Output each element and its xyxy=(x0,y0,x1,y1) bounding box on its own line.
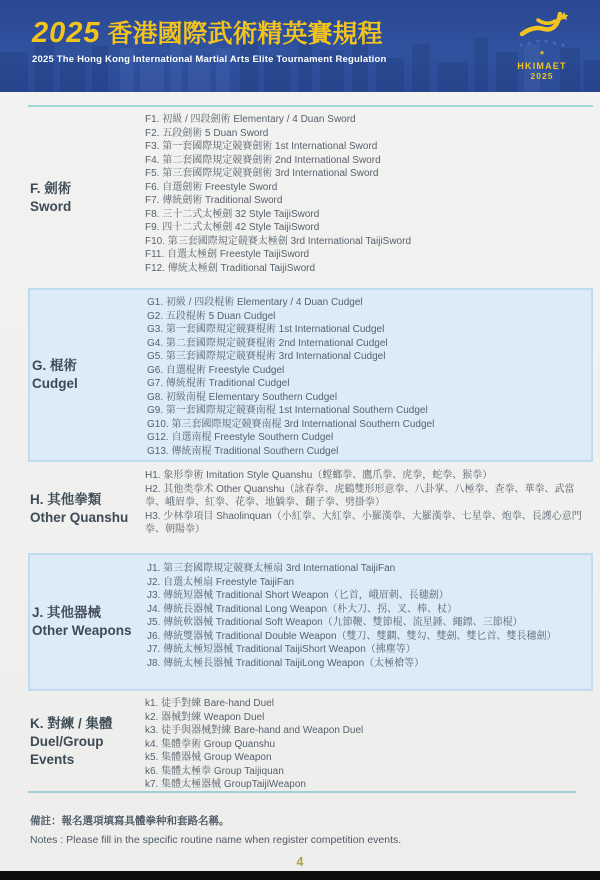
event-item: F10. 第三套國際規定競賽太極劍 3rd International TaijiSword xyxy=(145,235,412,247)
event-item: F12. 傳統太極劍 Traditional TaijiSword xyxy=(145,262,316,274)
event-item: J4. 傳統長器械 Traditional Long Weapon（朴大刀、拐、叉、棒、杖） xyxy=(147,603,458,615)
star-icon: ★ xyxy=(518,43,524,49)
event-item: F8. 三十二式太極劍 32 Style TaijiSword xyxy=(145,208,320,220)
logo-wordmark: HKIMAET xyxy=(517,61,567,71)
event-item: G1. 初級 / 四段棍術 Elementary / 4 Duan Cudgel xyxy=(147,297,363,308)
event-item: F9. 四十二式太極劍 42 Style TaijiSword xyxy=(145,222,320,233)
event-item: G2. 五段棍術 5 Duan Cudgel xyxy=(147,310,276,322)
logo-year: 2025 xyxy=(530,71,554,81)
event-item: J2. 自選太極扇 Freestyle TaijiFan xyxy=(147,576,295,588)
title-year: 2025 xyxy=(32,17,101,49)
event-item: F2. 五段劍術 5 Duan Sword xyxy=(145,127,269,139)
star-icon: ★ xyxy=(526,41,533,47)
event-item: G8. 初級南棍 Elementary Southern Cudgel xyxy=(147,391,338,403)
header-titles xyxy=(32,18,387,65)
event-item: G12. 自選南棍 Freestyle Southern Cudgel xyxy=(147,432,334,443)
event-item: H2. 其他类拳术 Other Quanshu（詠春拳、虎鶴雙形形意拳、八卦掌、八極拳、查拳、華拳、武當拳、峨眉拳、紅拳、花拳、地躺拳、翻子拳、劈掛拳） xyxy=(145,483,575,508)
note-chinese: 備註：報名選項填寫具體拳种和套路名稱。 xyxy=(30,815,230,827)
event-item: F5. 第三套國際規定競賽劍術 3rd International Sword xyxy=(145,168,379,179)
event-item: F6. 自選劍術 Freestyle Sword xyxy=(145,181,278,193)
event-item: J8. 傳統太極長器械 Traditional TaijiLong Weapon（太極槍等） xyxy=(147,657,425,669)
section-label-zh: J. 其他器械 xyxy=(32,605,102,620)
event-item: k7. 集體太極器械 GroupTaijiWeapon xyxy=(145,779,306,790)
section-label xyxy=(32,555,147,689)
star-icon: ★ xyxy=(551,41,558,47)
page-subtitle: 2025 The Hong Kong International Martial Arts Elite Tournament Regulation xyxy=(32,54,387,65)
star-icon: ★ xyxy=(560,43,566,49)
event-item: k1. 徒手對練 Bare-hand Duel xyxy=(145,698,274,709)
section-label-en: Sword xyxy=(30,198,72,214)
event-item: G9. 第一套國際規定競賽南棍 1st International Southern Cudgel xyxy=(147,405,428,416)
section-label-zh: F. 劍術 xyxy=(30,180,72,196)
title-chinese: 香港國際武術精英賽規程 xyxy=(107,20,383,48)
event-item: H3. 少林拳項目 Shaolinquan（小紅拳、大紅拳、小羅漢拳、大羅漢拳、七星拳、炮拳、長護心意門拳、朝陽拳） xyxy=(145,510,582,535)
event-item: F3. 第一套國際規定競賽劍術 1st International Sword xyxy=(145,141,378,152)
event-item: J5. 傳統軟器械 Traditional Soft Weapon（九節鞭、雙節棍、流星錘、繩鏢、三節棍） xyxy=(147,617,523,628)
event-list xyxy=(145,694,600,789)
event-item: G7. 傳統棍術 Traditional Cudgel xyxy=(147,378,290,389)
event-item: k4. 集體拳術 Group Quanshu xyxy=(145,738,276,750)
section-label-en: Duel/Group Events xyxy=(30,733,104,767)
event-item: F1. 初級 / 四段劍術 Elementary / 4 Duan Sword xyxy=(145,114,356,125)
event-list xyxy=(145,107,600,288)
event-item: G4. 第二套國際規定競賽棍術 2nd International Cudgel xyxy=(147,337,388,349)
event-item: J1. 第三套國際規定競賽太極扇 3rd International TaijiFan xyxy=(147,563,396,574)
star-icon: ★ xyxy=(535,39,541,45)
event-item: F11. 自選太極劍 Freestyle TaijiSword xyxy=(145,249,310,260)
section-label xyxy=(32,290,147,460)
event-item: F4. 第二套國際規定競賽劍術 2nd International Sword xyxy=(145,154,381,166)
bottom-letterbox-bar xyxy=(0,871,600,880)
section-sword xyxy=(0,107,600,288)
event-item: G6. 自選棍術 Freestyle Cudgel xyxy=(147,364,285,376)
section-label-zh: K. 對練 / 集體 xyxy=(30,715,113,731)
page-number: 4 xyxy=(296,855,304,869)
section-label xyxy=(30,694,145,789)
tournament-logo xyxy=(500,8,584,81)
section-other-weapons xyxy=(28,553,593,691)
logo-star-arc xyxy=(500,39,584,49)
event-item: k3. 徒手與器械對練 Bare-hand and Weapon Duel xyxy=(145,725,364,736)
note-english: Notes : Please fill in the specific routine name when register competition events. xyxy=(30,834,402,846)
event-item: G13. 傳統南棍 Traditional Southern Cudgel xyxy=(147,445,339,457)
section-cudgel xyxy=(28,288,593,462)
section-label-en: Other Weapons xyxy=(32,623,132,638)
page-header xyxy=(0,0,600,92)
page-title xyxy=(32,18,387,49)
section-label xyxy=(30,107,145,288)
event-list xyxy=(147,290,591,460)
section-label-zh: H. 其他拳類 xyxy=(30,492,102,507)
martial-artist-swoosh-icon xyxy=(514,8,570,42)
event-item: J7. 傳統太極短器械 Traditional TaijiShort Weapon（拂塵等） xyxy=(147,644,416,655)
event-item: k2. 器械對練 Weapon Duel xyxy=(145,711,265,723)
event-item: G10. 第三套國際規定競賽南棍 3rd International Southern Cudgel xyxy=(147,418,435,430)
star-icon: ★ xyxy=(543,39,549,45)
event-item: k5. 集體器械 Group Weapon xyxy=(145,752,272,763)
section-other-quanshu xyxy=(0,465,600,553)
event-item: J6. 傳統雙器械 Traditional Double Weapon（雙刀、雙鐧、雙勾、雙劍、雙匕首、雙長穗劍） xyxy=(147,630,557,642)
event-item: J3. 傳統短器械 Traditional Short Weapon（匕首，峨眉刺、長穗劍） xyxy=(147,590,449,601)
event-item: G3. 第一套國際規定競賽棍術 1st International Cudgel xyxy=(147,324,385,335)
event-list xyxy=(147,555,591,689)
gold-star-icon: ★ xyxy=(538,50,546,57)
event-item: F7. 傳統劍術 Traditional Sword xyxy=(145,195,283,206)
footer-notes xyxy=(0,793,600,846)
section-label-zh: G. 棍術 xyxy=(32,358,78,373)
section-duel-group xyxy=(0,694,600,789)
section-label-en: Cudgel xyxy=(32,376,78,391)
event-list xyxy=(145,465,600,553)
event-item: G5. 第三套國際規定競賽棍術 3rd International Cudgel xyxy=(147,351,386,362)
event-item: k6. 集體太極拳 Group Taijiquan xyxy=(145,765,284,777)
section-label xyxy=(30,465,145,553)
section-label-en: Other Quanshu xyxy=(30,510,129,525)
event-item: H1. 象形拳術 Imitation Style Quanshu（螳螂拳、鷹爪拳、虎拳，蛇拳、猴拳） xyxy=(145,470,493,481)
